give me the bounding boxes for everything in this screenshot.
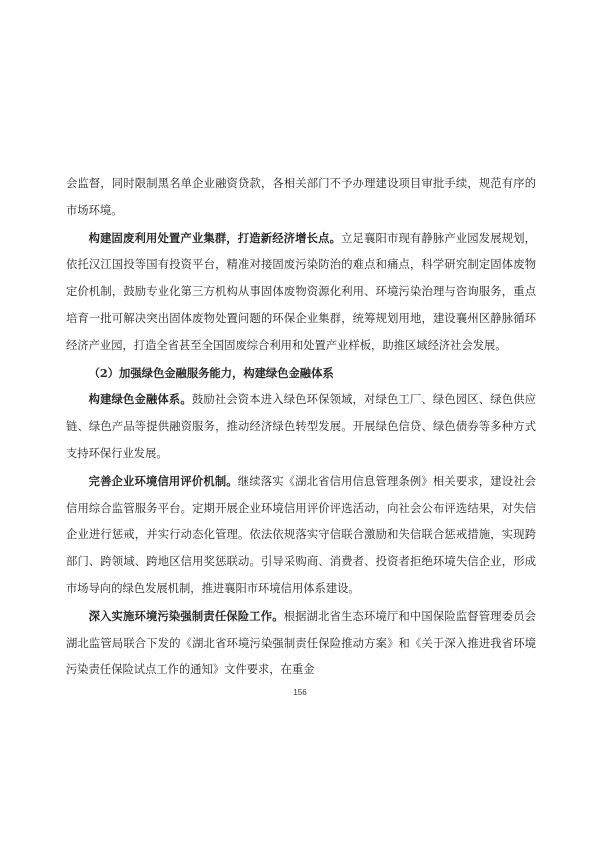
paragraph-2 — [66, 225, 536, 360]
paragraph-2-lead: 构建固废利用处置产业集群，打造新经济增长点。 — [88, 230, 342, 245]
paragraph-5-lead: 深入实施环境污染强制责任保险工作。 — [88, 608, 284, 623]
paragraph-2-text: 立足襄阳市现有静脉产业园发展规划，依托汉江国投等国有投资平台，精准对接固废污染防治的难点和痛点，科学研究制定固体废物定价机制，鼓励专业化第三方机构从事固体废物资源化利用、环境污染治理与咨询服务，重点培育一批可解决突出固体废物处置问题的环保企业集群，统筹规划用地，建设襄州区静脉循环经济产业园，打造全省甚至全国固废综合利用和处置产业样板，助推区域经济社会发展。 — [66, 231, 536, 352]
paragraph-5 — [66, 603, 536, 684]
paragraph-3 — [66, 386, 536, 467]
paragraph-4 — [66, 468, 536, 603]
paragraph-1 — [66, 171, 536, 225]
section-heading: （2）加强绿色金融服务能力，构建绿色金融体系 — [88, 365, 334, 380]
document-body — [66, 171, 536, 684]
page-number: 156 — [293, 688, 307, 697]
paragraph-4-lead: 完善企业环境信用评价机制。 — [88, 473, 238, 488]
paragraph-3-lead: 构建绿色金融体系。 — [88, 392, 192, 407]
paragraph-4-text: 继续落实《湖北省信用信息管理条例》相关要求，建设社会信用综合监管服务平台。定期开展企业环境信用评价评选活动，向社会公布评选结果，对失信企业进行惩戒，并实行动态化管理。依法依规落实守信联合激励和失信联合惩戒措施，实现跨部门、跨领域、跨地区信用奖惩联动。引导采购商、消费者、投资者拒绝环境失信企业，形成市场导向的绿色发展机制，推进襄阳市环境信用体系建设。 — [66, 474, 536, 595]
paragraph-5-text: 根据湖北省生态环境厅和中国保险监督管理委员会湖北监管局联合下发的《湖北省环境污染强制责任保险推动方案》和《关于深入推进我省环境污染责任保险试点工作的通知》文件要求，在重金 — [66, 609, 536, 677]
paragraph-3-text: 鼓励社会资本进入绿色环保领域，对绿色工厂、绿色园区、绿色供应链、绿色产品等提供融资服务，推动经济绿色转型发展。开展绿色信贷、绿色债券等多种方式支持环保行业发展。 — [66, 393, 536, 460]
paragraph-1-text: 会监督，同时限制黑名单企业融资贷款，各相关部门不予办理建设项目审批手续，规范有序的市场环境。 — [66, 177, 536, 217]
